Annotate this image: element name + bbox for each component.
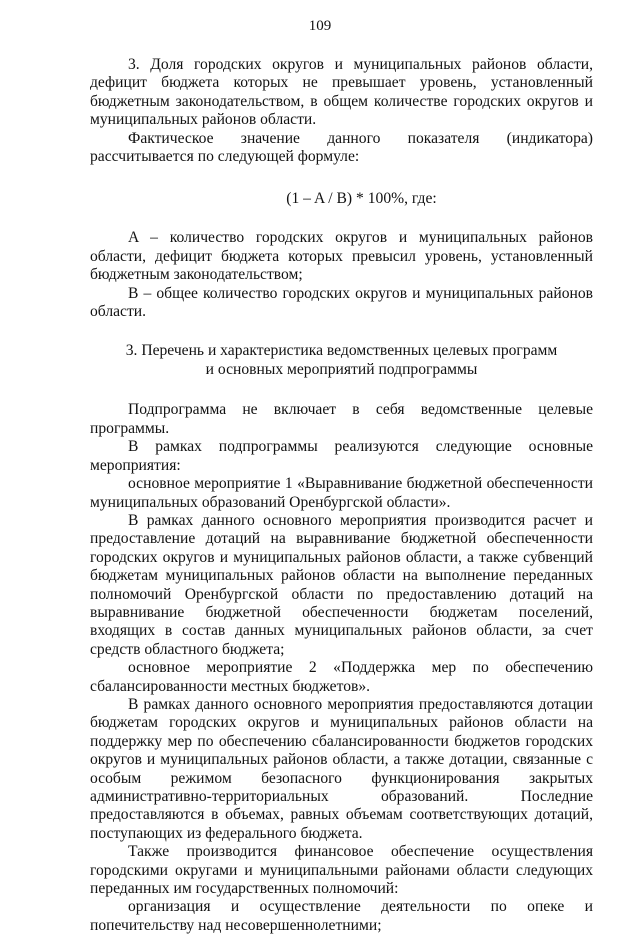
page-number: 109 [308,18,332,34]
section-heading [90,341,593,379]
formula: (1 – A / B) * 100%, где: [286,190,437,208]
paragraph-indicator-3: 3. Доля городских округов и муниципальных районов области, дефицит бюджета которых не превышает уровень, установленный бюджетным законодательством, в общем количестве городских округов и муниципальных районов области. [90,56,593,129]
paragraph-formula-intro: Фактическое значение данного показателя (индикатора) рассчитывается по следующей формуле: [90,129,593,166]
paragraph-financing: Также производится финансовое обеспечение осуществления городскими округами и муниципальными районами области следующих переданных им государственных полномочий: [90,843,593,898]
paragraph-activity-1-details: В рамках данного основного мероприятия производится расчет и предоставление дотаций на выравнивание бюджетной обеспеченности городских округов и муниципальных районов области, а также субвенций бюджетам муниципальных районов области на выполнение переданных полномочий Оренбургской области по предоставлению дотаций на выравнивание бюджетной обеспеченности бюджетам поселений, входящих в состав данных муниципальных районов области, за счет средств областного бюджета; [90,511,593,658]
paragraph-activity-2-details: В рамках данного основного мероприятия предоставляются дотации бюджетам городских округов и муниципальных районов области на поддержку мер по обеспечению сбалансированности бюджетов городских округов и муниципальных районов области, а также дотации, связанные с особым режимом безопасного функционирования закрытых административно-территориальных образований. Последние предоставляются в объемах, равных объемам соответствующих дотаций, поступающих из федерального бюджета. [90,695,593,842]
section-heading-line-2: и основных мероприятий подпрограммы [205,361,478,379]
paragraph-definition-a: A – количество городских округов и муниципальных районов области, дефицит бюджета которых превысил уровень, установленный бюджетным законодательством; [90,229,593,284]
document-body [90,56,593,935]
paragraph-activity-1: основное мероприятие 1 «Выравнивание бюджетной обеспеченности муниципальных образований Оренбургской области». [90,475,593,511]
paragraph-definition-b: B – общее количество городских округов и муниципальных районов области. [90,284,593,321]
paragraph-activity-2: основное мероприятие 2 «Поддержка мер по обеспечению сбалансированности местных бюджетов». [90,659,593,695]
paragraph-main-activities: В рамках подпрограммы реализуются следующие основные мероприятия: [90,438,593,474]
paragraph-no-programs: Подпрограмма не включает в себя ведомственные целевые программы. [90,401,593,437]
section-heading-line-1: 3. Перечень и характеристика ведомственных целевых программ [125,342,558,360]
paragraph-guardianship: организация и осуществление деятельности по опеке и попечительству над несовершеннолетними; [90,898,593,934]
